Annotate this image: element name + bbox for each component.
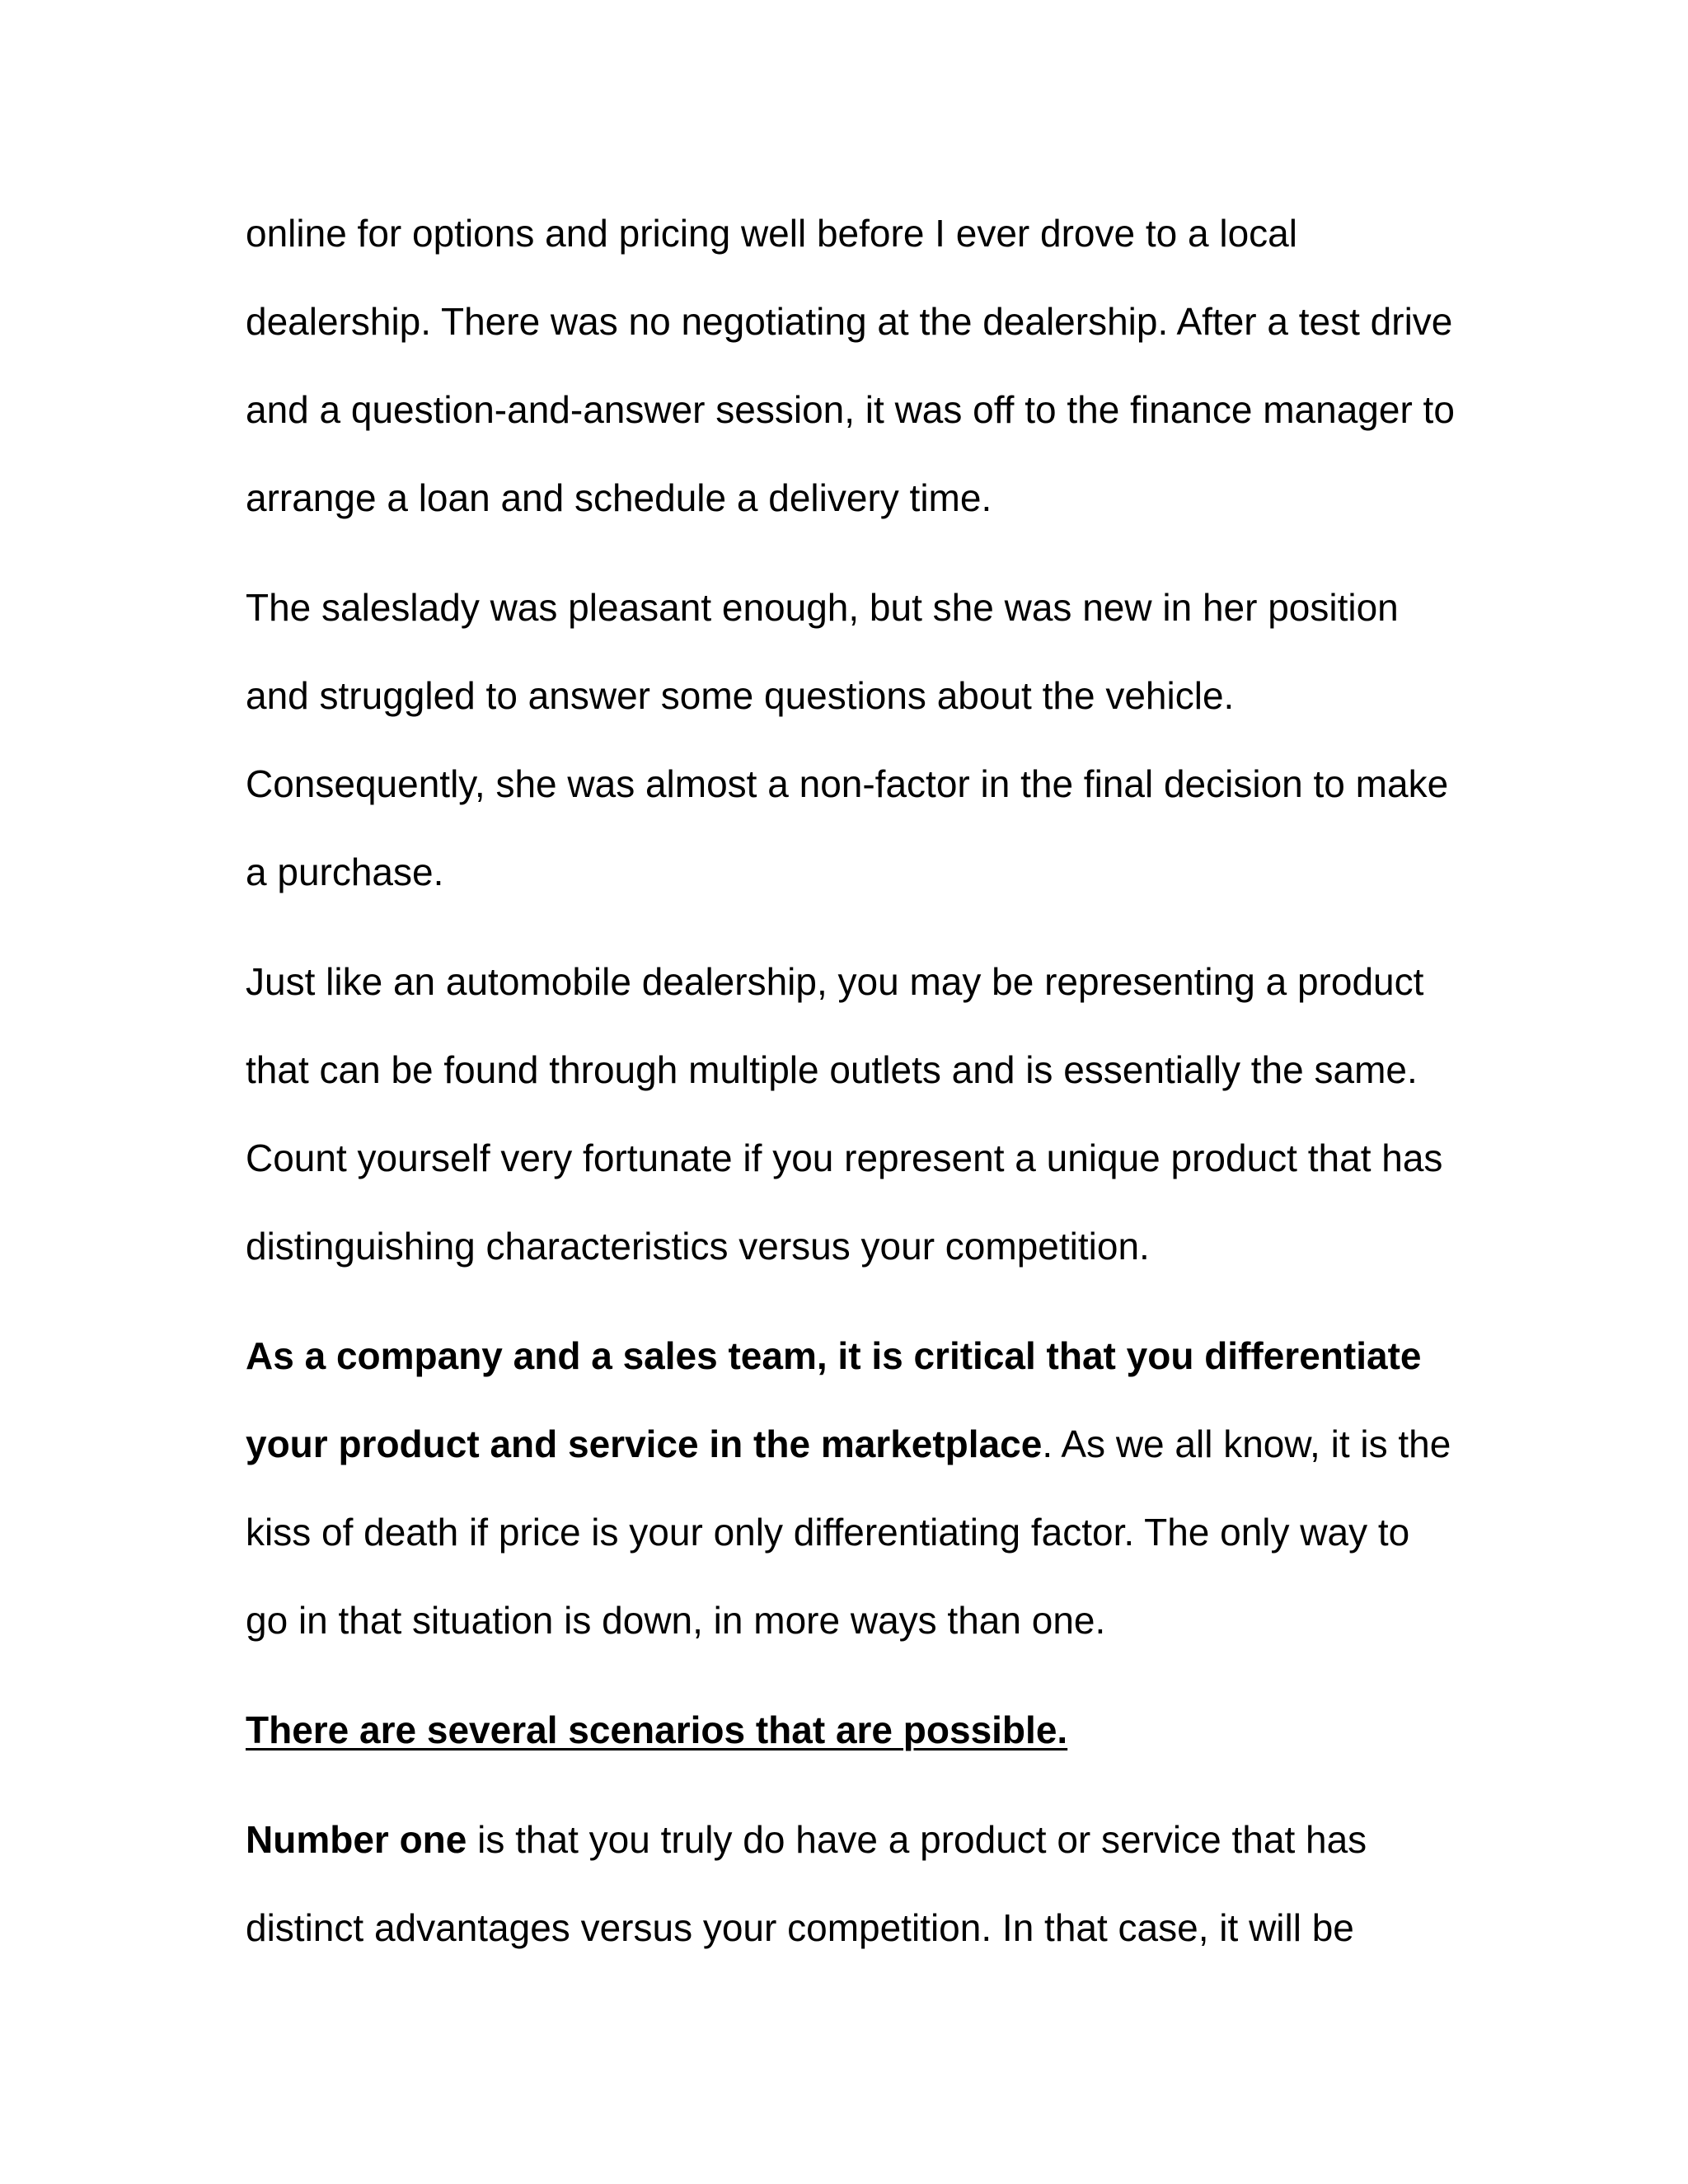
text-line: arrange a loan and schedule a delivery time. xyxy=(246,476,992,519)
text-fragment: . As we all know, it is the xyxy=(1042,1422,1451,1465)
text-line: Count yourself very fortunate if you represent a unique product that has xyxy=(246,1137,1443,1179)
text-fragment: is that you truly do have a product or service that has xyxy=(467,1818,1367,1861)
text-line: Consequently, she was almost a non-factor in the final decision to make xyxy=(246,762,1449,805)
text-line: dealership. There was no negotiating at the dealership. After a test drive xyxy=(246,300,1453,343)
paragraph-automobile-comparison xyxy=(246,938,1482,1291)
paragraph-number-one xyxy=(246,1796,1482,1972)
text-line: kiss of death if price is your only differentiating factor. The only way to xyxy=(246,1511,1410,1554)
paragraph-saleslady xyxy=(246,564,1482,916)
page-body xyxy=(246,190,1482,1994)
text-line: distinguishing characteristics versus your competition. xyxy=(246,1225,1150,1268)
text-line: and a question-and-answer session, it was off to the finance manager to xyxy=(246,388,1455,431)
text-line: that can be found through multiple outlets and is essentially the same. xyxy=(246,1048,1418,1091)
text-line: go in that situation is down, in more ways than one. xyxy=(246,1599,1106,1642)
text-line: a purchase. xyxy=(246,851,444,893)
bold-text-line: As a company and a sales team, it is critical that you differentiate xyxy=(246,1334,1422,1377)
paragraph-differentiate xyxy=(246,1312,1482,1665)
paragraph-dealership-visit xyxy=(246,190,1482,542)
scenarios-heading xyxy=(246,1686,1482,1774)
text-line xyxy=(246,1796,1482,1884)
bold-phrase: your product and service in the marketplace xyxy=(246,1422,1043,1465)
bold-lead: Number one xyxy=(246,1818,467,1861)
text-line: Just like an automobile dealership, you may be representing a product xyxy=(246,960,1424,1003)
underlined-heading: There are several scenarios that are possible. xyxy=(246,1708,1068,1751)
text-line: distinct advantages versus your competition. In that case, it will be xyxy=(246,1906,1354,1949)
text-line: and struggled to answer some questions about the vehicle. xyxy=(246,674,1235,717)
text-line: online for options and pricing well before I ever drove to a local xyxy=(246,212,1297,255)
text-line: The saleslady was pleasant enough, but she was new in her position xyxy=(246,586,1399,629)
text-line xyxy=(246,1400,1482,1488)
